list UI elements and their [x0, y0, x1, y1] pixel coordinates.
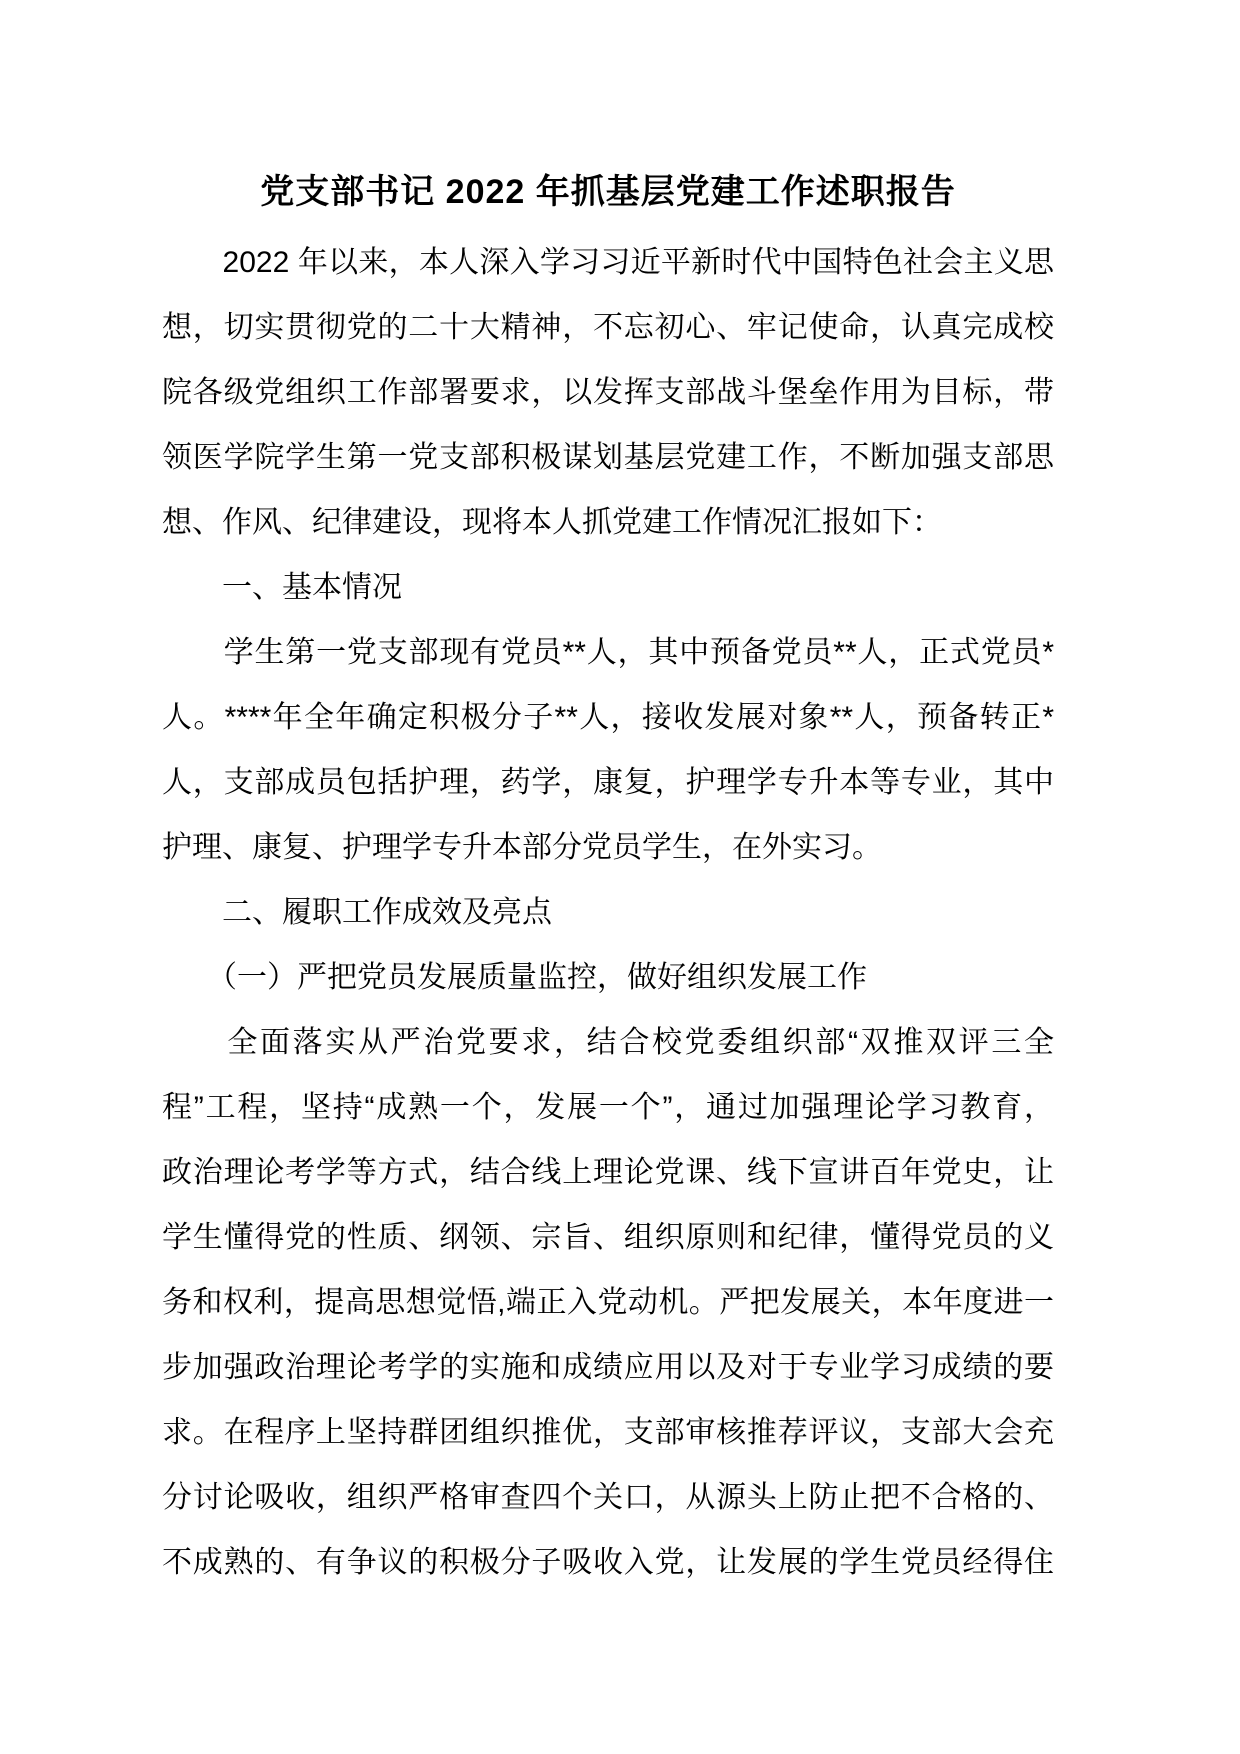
text-line: 全面落实从严治党要求，结合校党委组织部“双推双评三全 [162, 1026, 1054, 1059]
text-line: 分讨论吸收，组织严格审查四个关口，从源头上防止把不合格的、 [162, 1481, 1054, 1514]
text-line: 学生懂得党的性质、纲领、宗旨、组织原则和纪律，懂得党员的义 [162, 1221, 1054, 1254]
text-line: 政治理论考学等方式，结合线上理论党课、线下宣讲百年党史，让 [162, 1156, 1054, 1189]
text-line: 二、履职工作成效及亮点 [162, 896, 552, 929]
text-line: 求。在程序上坚持群团组织推优，支部审核推荐评议，支部大会充 [162, 1416, 1054, 1449]
text-line: （一）严把党员发展质量监控，做好组织发展工作 [162, 961, 867, 994]
text-line: 院各级党组织工作部署要求，以发挥支部战斗堡垒作用为目标，带 [162, 376, 1054, 409]
text-line: 人。****年全年确定积极分子**人，接收发展对象**人，预备转正* [162, 701, 1054, 734]
text-line: 务和权利，提高思想觉悟,端正入党动机。严把发展关，本年度进一 [162, 1286, 1054, 1319]
document-body [162, 230, 1054, 1595]
text-line: 步加强政治理论考学的实施和成绩应用以及对于专业学习成绩的要 [162, 1351, 1054, 1384]
text-line: 学生第一党支部现有党员**人，其中预备党员**人，正式党员* [162, 636, 1054, 669]
text-line: 护理、康复、护理学专升本部分党员学生，在外实习。 [162, 831, 882, 864]
text-line: 程”工程，坚持“成熟一个，发展一个”，通过加强理论学习教育， [162, 1091, 1054, 1124]
text-line: 想、作风、纪律建设，现将本人抓党建工作情况汇报如下： [162, 506, 942, 539]
text-line: 人，支部成员包括护理，药学，康复，护理学专升本等专业，其中 [162, 766, 1054, 799]
text-line: 领医学院学生第一党支部积极谋划基层党建工作，不断加强支部思 [162, 441, 1054, 474]
text-line: 想，切实贯彻党的二十大精神，不忘初心、牢记使命，认真完成校 [162, 311, 1054, 344]
text-line: 2022 年以来，本人深入学习习近平新时代中国特色社会主义思 [162, 246, 1054, 279]
text-line: 一、基本情况 [162, 571, 402, 604]
text-line: 不成熟的、有争议的积极分子吸收入党，让发展的学生党员经得住 [162, 1546, 1054, 1579]
document-title: 党支部书记 2022 年抓基层党建工作述职报告 [260, 173, 956, 211]
